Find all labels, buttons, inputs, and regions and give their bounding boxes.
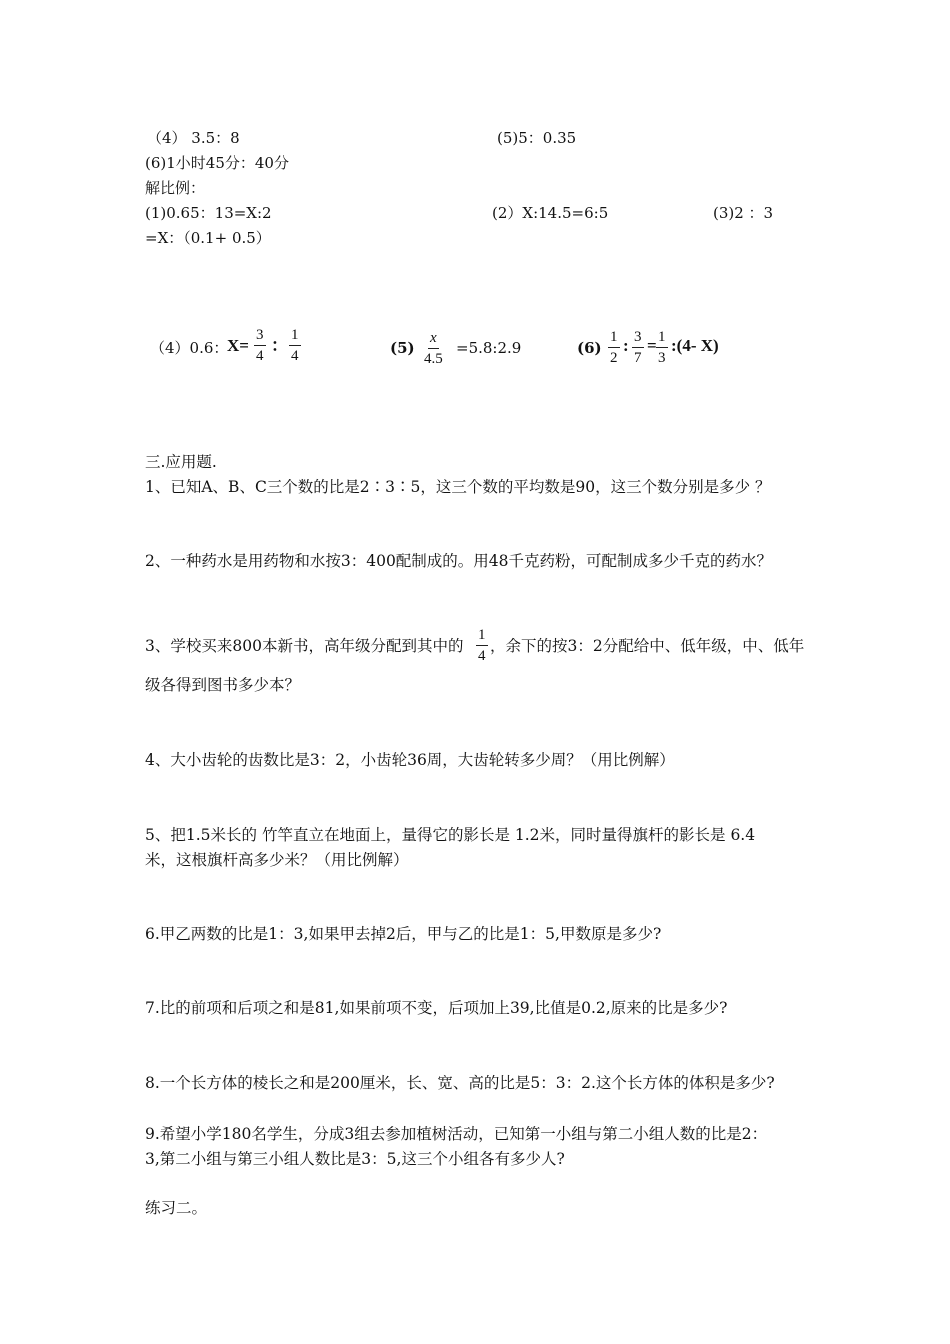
- equation-6-fraction-3: [656, 329, 668, 366]
- problem-3-line-2: 级各得到图书多少本？: [145, 676, 301, 694]
- fraction-numerator: 3: [632, 329, 644, 348]
- equation-6-suffix: :(4- X): [671, 336, 719, 355]
- equation-4-x: X=: [227, 336, 249, 355]
- fraction-denominator: 7: [634, 350, 642, 366]
- equation-6-prefix: (6): [577, 339, 602, 357]
- equation-6-colon: :: [623, 336, 629, 355]
- problem-5-line-1: 5、把1.5米长的 竹竿直立在地面上，量得它的影长是 1.2米，同时量得旗杆的影长是 6.4: [145, 826, 756, 844]
- fraction-denominator: 3: [658, 350, 666, 366]
- equation-1: (1)0.65：13=X:2: [145, 204, 272, 222]
- fraction-denominator: 4: [478, 648, 486, 664]
- equation-6-fraction-1: [608, 329, 620, 366]
- solve-heading: 解比例：: [145, 179, 206, 197]
- fraction-denominator: 2: [610, 350, 618, 366]
- fraction-denominator: 4: [291, 348, 299, 364]
- problem-3-part-2: ，余下的按3：2分配给中、低年级，中、低年: [490, 637, 805, 655]
- problem-8: 8.一个长方体的棱长之和是200厘米，长、宽、高的比是5：3：2.这个长方体的体积是多少?: [145, 1074, 775, 1092]
- equation-4-fraction-1: [254, 327, 266, 364]
- fraction-numerator: 1: [656, 329, 668, 348]
- problem-4: 4、大小齿轮的齿数比是3：2，小齿轮36周，大齿轮转多少周？（用比例解）: [145, 751, 675, 769]
- ratio-item-5: (5)5：0.35: [497, 129, 577, 147]
- problem-5-line-2: 米，这根旗杆高多少米？（用比例解）: [145, 851, 409, 869]
- problem-9-line-2: 3,第二小组与第三小组人数比是3：5,这三个小组各有多少人?: [145, 1150, 565, 1168]
- equation-3-continued: =X：（0.1+ 0.5）: [145, 229, 271, 247]
- problem-1: 1、已知A、B、C三个数的比是2∶3∶5，这三个数的平均数是90，这三个数分别是多少 ？: [145, 478, 771, 496]
- equation-4-fraction-2: [289, 327, 301, 364]
- practice-heading: 练习二。: [145, 1199, 208, 1217]
- problem-7: 7.比的前项和后项之和是81,如果前项不变，后项加上39,比值是0.2,原来的比是多少?: [145, 999, 728, 1017]
- equation-4-prefix: （4）0.6：: [150, 339, 229, 357]
- problem-2: 2、一种药水是用药物和水按3：400配制成的。用48千克药粉，可配制成多少千克的药水？: [145, 552, 773, 570]
- equation-6-fraction-2: [632, 329, 644, 366]
- fraction-numerator: 3: [254, 327, 266, 346]
- fraction-denominator: 4.5: [424, 351, 443, 367]
- equation-3: (3)2 ：3: [713, 204, 774, 222]
- fraction-numerator: 1: [476, 627, 488, 646]
- ratio-item-4: （4） 3.5：8: [147, 129, 240, 147]
- equation-4-colon: ：: [271, 336, 288, 355]
- fraction-denominator: 4: [256, 348, 264, 364]
- equation-5-suffix: =5.8:2.9: [456, 339, 522, 357]
- fraction-numerator: 1: [608, 329, 620, 348]
- equation-5-prefix: (5): [390, 339, 415, 357]
- fraction-numerator: 1: [289, 327, 301, 346]
- equation-5-fraction: [424, 330, 443, 367]
- equation-6-equals: =: [647, 336, 657, 355]
- ratio-item-6: (6)1小时45分：40分: [145, 154, 289, 172]
- section-3-heading: 三.应用题.: [145, 453, 217, 471]
- problem-9-line-1: 9.希望小学180名学生，分成3组去参加植树活动，已知第一小组与第二小组人数的比是2：: [145, 1125, 768, 1143]
- problem-3-fraction: [476, 627, 488, 664]
- problem-6: 6.甲乙两数的比是1：3,如果甲去掉2后，甲与乙的比是1：5,甲数原是多少?: [145, 925, 662, 943]
- equation-2: (2）X:14.5=6:5: [492, 204, 609, 222]
- problem-3-part-1: 3、学校买来800本新书，高年级分配到其中的: [145, 637, 464, 655]
- fraction-numerator: x: [428, 330, 439, 349]
